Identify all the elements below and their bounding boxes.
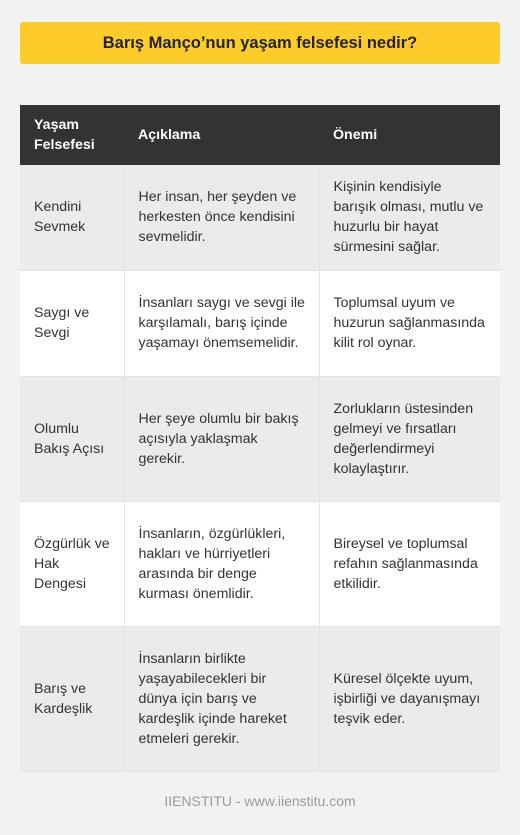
table-row (20, 376, 500, 501)
table-header-row (20, 105, 500, 165)
philosophy-cell: Saygı ve Sevgi (20, 270, 124, 376)
importance-cell: Kişinin kendisiyle barışık olması, mutlu ve huzurlu bir hayat sürmesini sağlar. (319, 165, 500, 270)
description-cell: İnsanların birlikte yaşayabilecekleri bir dünya için barış ve kardeşlik içinde hareket etmeleri gerekir. (124, 626, 319, 771)
philosophy-cell: Kendini Sevmek (20, 165, 124, 270)
philosophy-cell: Olumlu Bakış Açısı (20, 376, 124, 501)
table-row (20, 501, 500, 626)
importance-cell: Küresel ölçekte uyum, işbirliği ve dayanışmayı teşvik eder. (319, 626, 500, 771)
column-header-importance: Önemi (319, 105, 500, 165)
description-cell: İnsanları saygı ve sevgi ile karşılamalı, barış içinde yaşamayı önemsemelidir. (124, 270, 319, 376)
description-cell: Her şeye olumlu bir bakış açısıyla yaklaşmak gerekir. (124, 376, 319, 501)
importance-cell: Zorlukların üstesinden gelmeyi ve fırsatları değerlendirmeyi kolaylaştırır. (319, 376, 500, 501)
page-title: Barış Manço’nun yaşam felsefesi nedir? (20, 22, 500, 64)
philosophy-table (20, 105, 500, 772)
importance-cell: Bireysel ve toplumsal refahın sağlanmasında etkilidir. (319, 501, 500, 626)
philosophy-cell: Barış ve Kardeşlik (20, 626, 124, 771)
footer-credit: IIENSTITU - www.iienstitu.com (164, 793, 356, 809)
description-cell: İnsanların, özgürlükleri, hakları ve hürriyetleri arasında bir denge kurması önemlidir. (124, 501, 319, 626)
table-row (20, 165, 500, 270)
philosophy-cell: Özgürlük ve Hak Dengesi (20, 501, 124, 626)
table-row (20, 270, 500, 376)
column-header-description: Açıklama (124, 105, 319, 165)
column-header-philosophy: Yaşam Felsefesi (20, 105, 124, 165)
description-cell: Her insan, her şeyden ve herkesten önce kendisini sevmelidir. (124, 165, 319, 270)
importance-cell: Toplumsal uyum ve huzurun sağlanmasında kilit rol oynar. (319, 270, 500, 376)
table-row (20, 626, 500, 771)
